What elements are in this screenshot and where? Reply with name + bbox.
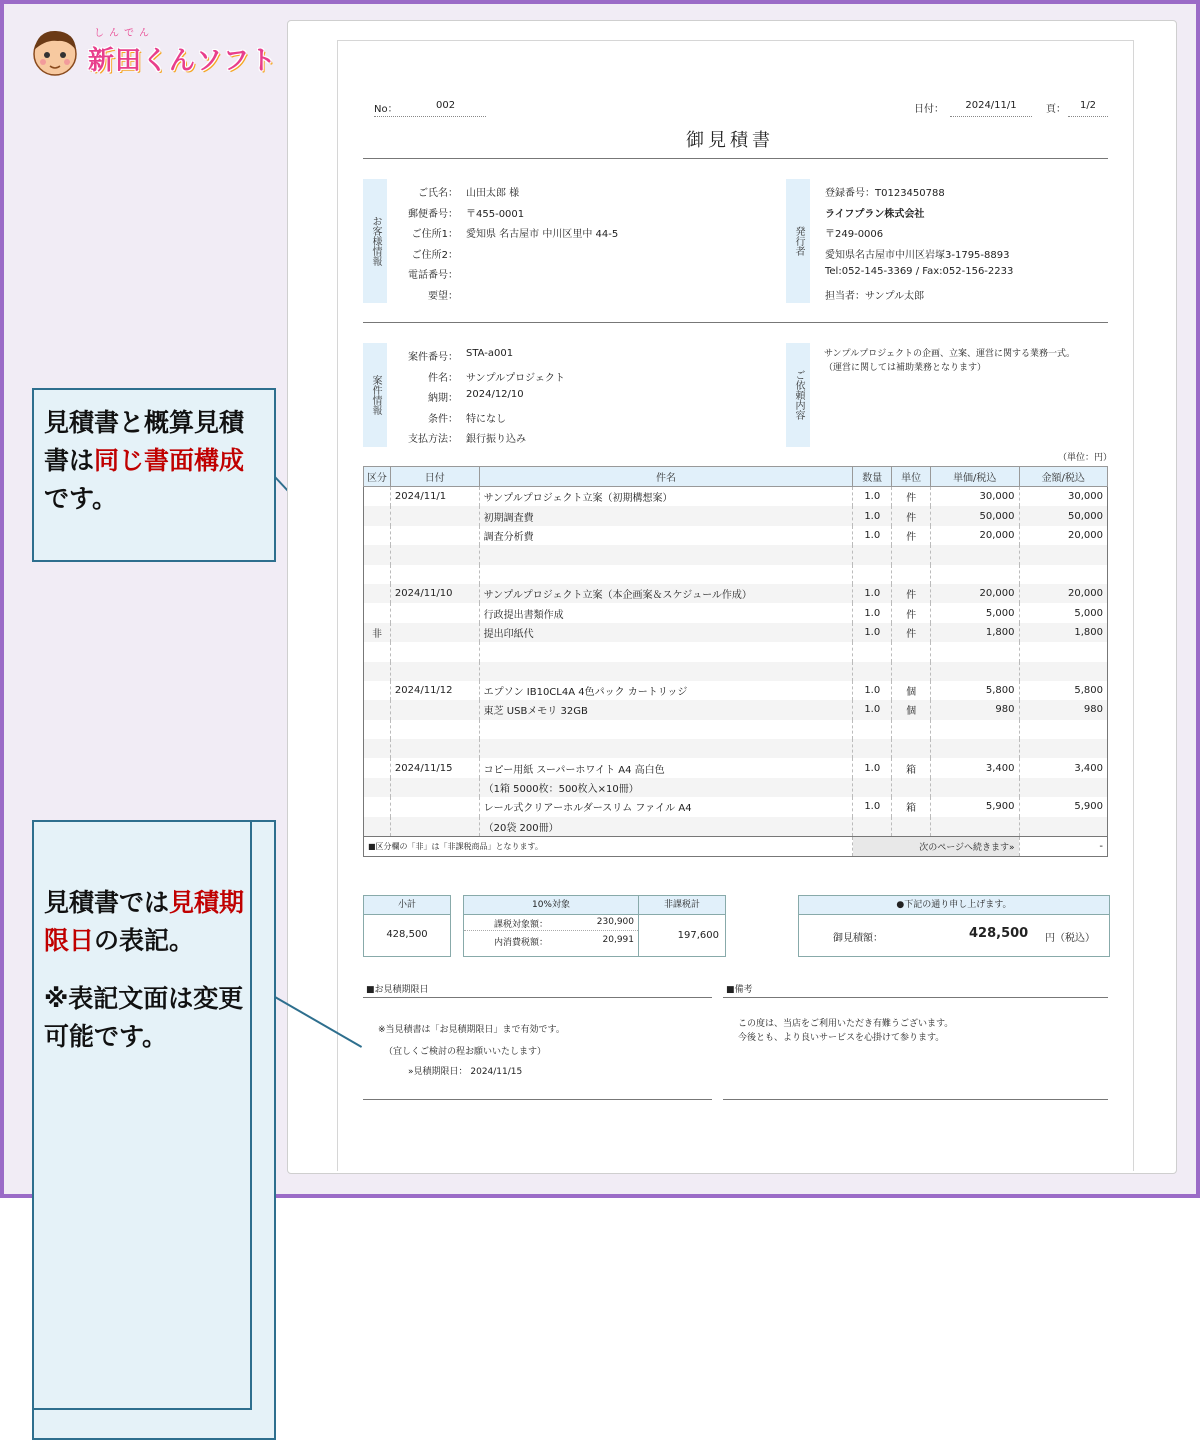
table-cell: [390, 817, 479, 837]
table-cell: 東芝 USBメモリ 32GB: [479, 700, 853, 719]
project-field-value: STA-a001: [466, 348, 514, 359]
table-cell: [1019, 565, 1107, 584]
table-cell: [853, 565, 892, 584]
table-cell: 2024/11/12: [390, 681, 479, 700]
subtotal-label: 小計: [364, 896, 450, 915]
table-cell: 件: [892, 487, 931, 507]
table-cell: [364, 758, 391, 777]
table-cell: [892, 642, 931, 661]
table-cell: [390, 623, 479, 642]
project-field-label: 納期：: [428, 393, 458, 404]
table-cell: [390, 642, 479, 661]
table-cell: [364, 700, 391, 719]
table-cell: [390, 797, 479, 816]
logo-brand: 新田くんソフト: [88, 46, 278, 76]
table-cell: [1019, 642, 1107, 661]
total-box: [798, 895, 1110, 957]
table-row: [364, 817, 1108, 837]
table-cell: 箱: [892, 758, 931, 777]
table-cell: 2024/11/15: [390, 758, 479, 777]
date-label: 日付：: [914, 104, 944, 115]
table-cell: 件: [892, 506, 931, 525]
table-cell: [390, 603, 479, 622]
table-cell: [479, 565, 853, 584]
table-cell: レール式クリアーホルダースリム ファイル A4: [479, 797, 853, 816]
table-cell: [853, 778, 892, 797]
table-cell: [892, 817, 931, 837]
customer-field-value: 愛知県 名古屋市 中川区里中 44-5: [466, 229, 619, 240]
no-value: 002: [436, 100, 456, 111]
no-field: [374, 100, 486, 117]
table-cell: 箱: [892, 797, 931, 816]
table-cell: 1.0: [853, 797, 892, 816]
table-cell: [892, 545, 931, 564]
nontax-value: 197,600: [677, 930, 719, 941]
table-cell: 50,000: [930, 506, 1019, 525]
table-cell: 1.0: [853, 758, 892, 777]
tax-amount-label: 内消費税額：: [494, 938, 549, 948]
issuer-label: 発行者: [786, 179, 810, 303]
project-field-label: 件名：: [428, 372, 458, 384]
request-line-1: サンプルプロジェクトの企画、立案、運営に関する業務一式。: [824, 349, 1076, 359]
total-unit: 円（税込）: [1045, 933, 1095, 944]
table-cell: [892, 778, 931, 797]
table-row: [364, 487, 1108, 507]
table-row: [364, 739, 1108, 758]
table-header-cell: 数量: [853, 467, 892, 487]
table-cell: [390, 739, 479, 758]
doc-title: 御見積書: [686, 130, 774, 151]
table-cell: [390, 545, 479, 564]
table-cell: 3,400: [930, 758, 1019, 777]
table-cell: [930, 545, 1019, 564]
table-cell: [853, 739, 892, 758]
table-row: [364, 797, 1108, 816]
table-header-cell: 日付: [390, 467, 479, 487]
table-cell: 提出印紙代: [479, 623, 853, 642]
table-cell: 非: [364, 623, 391, 642]
table-cell: [853, 642, 892, 661]
table-cell: 3,400: [1019, 758, 1107, 777]
remarks-line-2: 今後とも、より良いサービスを心掛けて参ります。: [738, 1033, 945, 1043]
customer-field-label: ご住所2：: [411, 249, 458, 261]
table-cell: [479, 642, 853, 661]
table-cell: 1,800: [930, 623, 1019, 642]
total-label: 御見積額：: [833, 933, 883, 944]
page-label: 頁：: [1046, 104, 1066, 115]
callout2-text-b: の表記。: [94, 926, 195, 955]
table-cell: [1019, 720, 1107, 739]
table-cell: [364, 487, 391, 507]
table-cell: 5,900: [1019, 797, 1107, 816]
expiry-line-1: ※当見積書は「お見積期限日」まで有効です。: [378, 1025, 565, 1035]
table-cell: [364, 797, 391, 816]
table-row: [364, 506, 1108, 525]
table-cell: 5,900: [930, 797, 1019, 816]
table-cell: 20,000: [1019, 526, 1107, 545]
boy-face-icon: [30, 26, 80, 78]
customer-field-value: 〒455-0001: [466, 208, 525, 220]
taxable-label: 課税対象額：: [494, 920, 549, 930]
table-cell: 1,800: [1019, 623, 1107, 642]
table-cell: [364, 545, 391, 564]
project-field-value: 2024/12/10: [466, 389, 524, 400]
table-header-cell: 金額/税込: [1019, 467, 1107, 487]
table-row: [364, 700, 1108, 719]
taxable-value: 230,900: [596, 917, 634, 927]
expiry-title-line: [363, 997, 712, 998]
customer-field-label: 要望：: [428, 290, 458, 302]
table-cell: サンプルプロジェクト立案（本企画案＆スケジュール作成）: [479, 584, 853, 603]
table-cell: [1019, 739, 1107, 758]
table-cell: 30,000: [1019, 487, 1107, 507]
table-cell: [364, 662, 391, 681]
table-cell: 件: [892, 603, 931, 622]
table-header-cell: 件名: [479, 467, 853, 487]
table-row: [364, 565, 1108, 584]
table-row: [364, 758, 1108, 777]
callout-same-layout: [32, 388, 276, 562]
logo: [30, 22, 280, 82]
customer-label: お客様情報: [363, 179, 387, 303]
table-cell: [364, 565, 391, 584]
page-value: 1/2: [1068, 100, 1108, 117]
table-cell: [364, 642, 391, 661]
table-row: [364, 603, 1108, 622]
remarks-bottom-line: [723, 1099, 1108, 1100]
remarks-title: ■備考: [726, 985, 753, 995]
table-cell: エプソン IB10CL4A 4色パック カートリッジ: [479, 681, 853, 700]
table-cell: [364, 739, 391, 758]
table-row: [364, 584, 1108, 603]
customer-field-label: ご氏名：: [418, 188, 458, 199]
table-cell: 5,800: [930, 681, 1019, 700]
expiry-title: ■お見積期限日: [366, 985, 429, 995]
issuer-line: Tel:052-145-3369 / Fax:052-156-2233: [825, 266, 1014, 277]
project-field-label: 条件：: [428, 413, 458, 425]
project-field-value: 特になし: [466, 413, 506, 425]
issuer-line: 〒249-0006: [825, 229, 884, 240]
table-cell: [479, 662, 853, 681]
table-row: [364, 662, 1108, 681]
table-cell: 5,000: [1019, 603, 1107, 622]
table-cell: 1.0: [853, 487, 892, 507]
issuer-line: 登録番号：T0123450788: [825, 188, 945, 199]
unit-note: （単位：円）: [1058, 453, 1113, 463]
callout2-text-a: 見積書では: [44, 888, 170, 917]
callout2-highlight: 見積期限日: [44, 888, 245, 955]
table-cell: 5,800: [1019, 681, 1107, 700]
table-cell: 980: [930, 700, 1019, 719]
callout2-text: [44, 884, 258, 1056]
table-cell: [930, 778, 1019, 797]
next-page-dash: -: [1019, 837, 1107, 857]
table-cell: [390, 662, 479, 681]
table-cell: [1019, 778, 1107, 797]
no-label: No：: [374, 104, 398, 115]
table-cell: [364, 817, 391, 837]
table-cell: 件: [892, 584, 931, 603]
table-cell: [364, 603, 391, 622]
table-cell: [364, 584, 391, 603]
issuer-line: ライフプラン株式会社: [825, 208, 925, 220]
table-row: [364, 623, 1108, 642]
date-value: 2024/11/1: [950, 100, 1032, 117]
table-cell: 20,000: [1019, 584, 1107, 603]
table-cell: 30,000: [930, 487, 1019, 507]
table-cell: [1019, 662, 1107, 681]
expiry-bottom-line: [363, 1099, 712, 1100]
table-cell: 個: [892, 681, 931, 700]
table-cell: 20,000: [930, 526, 1019, 545]
title-divider: [363, 158, 1108, 159]
table-cell: [1019, 545, 1107, 564]
logo-ruby: しんでん: [94, 28, 154, 39]
table-cell: 件: [892, 526, 931, 545]
table-cell: [930, 720, 1019, 739]
table-cell: [479, 739, 853, 758]
table-cell: [390, 700, 479, 719]
remarks-title-line: [723, 997, 1108, 998]
table-cell: [930, 817, 1019, 837]
table-cell: [853, 545, 892, 564]
info-divider: [363, 322, 1108, 323]
footer-note: ■区分欄の「非」は「非課税商品」となります。: [364, 837, 853, 857]
customer-field-label: 郵便番号：: [408, 208, 458, 220]
table-cell: [390, 526, 479, 545]
total-value: 428,500: [969, 926, 1029, 941]
table-cell: [364, 720, 391, 739]
table-cell: [892, 720, 931, 739]
table-cell: 20,000: [930, 584, 1019, 603]
table-cell: [1019, 817, 1107, 837]
table-cell: 1.0: [853, 623, 892, 642]
project-field-label: 案件番号：: [408, 352, 458, 363]
table-cell: 行政提出書類作成: [479, 603, 853, 622]
table-cell: [892, 565, 931, 584]
table-cell: 1.0: [853, 584, 892, 603]
project-field-value: 銀行振り込み: [466, 434, 526, 445]
table-cell: [390, 720, 479, 739]
table-cell: 個: [892, 700, 931, 719]
next-page-note: 次のページへ続きます»: [853, 837, 1019, 857]
table-cell: 初期調査費: [479, 506, 853, 525]
items-table: [363, 466, 1108, 857]
table-cell: [479, 720, 853, 739]
table-header-cell: 単位: [892, 467, 931, 487]
table-row: [364, 642, 1108, 661]
remarks-line-1: この度は、当店をご利用いただき有難うございます。: [738, 1019, 954, 1029]
table-cell: 5,000: [930, 603, 1019, 622]
table-cell: 件: [892, 623, 931, 642]
table-row: [364, 545, 1108, 564]
subtotal-box: [363, 895, 451, 957]
table-cell: [390, 565, 479, 584]
callout1-text-b: です。: [44, 484, 118, 513]
table-row: [364, 778, 1108, 797]
table-cell: [853, 720, 892, 739]
tax10-label: 10%対象: [464, 896, 639, 915]
table-cell: 2024/11/10: [390, 584, 479, 603]
project-field-value: サンプルプロジェクト: [466, 372, 565, 384]
table-cell: [930, 642, 1019, 661]
table-cell: [930, 565, 1019, 584]
project-field-label: 支払方法：: [408, 434, 458, 445]
callout1-text-a: 見積書と概算見積書は: [44, 408, 245, 475]
table-cell: [364, 526, 391, 545]
table-cell: 1.0: [853, 700, 892, 719]
table-header-cell: 区分: [364, 467, 391, 487]
table-cell: 980: [1019, 700, 1107, 719]
table-row: [364, 681, 1108, 700]
project-label: 案件情報: [363, 343, 387, 447]
customer-field-label: ご住所1：: [411, 229, 458, 240]
table-cell: 1.0: [853, 506, 892, 525]
subtotal-value: 428,500: [386, 929, 428, 940]
total-head: ●下記の通り申し上げます。: [799, 896, 1109, 915]
callout1-highlight: 同じ書面構成: [94, 446, 245, 475]
table-cell: [892, 662, 931, 681]
expiry-date: »見積期限日： 2024/11/15: [408, 1067, 523, 1077]
table-cell: [364, 778, 391, 797]
table-header: [364, 467, 1108, 487]
table-cell: （1箱 5000枚：500枚入×10冊）: [479, 778, 853, 797]
table-row: [364, 720, 1108, 739]
table-cell: [390, 506, 479, 525]
table-cell: サンプルプロジェクト立案（初期構想案）: [479, 487, 853, 507]
table-cell: コピー用紙 スーパーホワイト A4 高白色: [479, 758, 853, 777]
table-cell: （20袋 200冊）: [479, 817, 853, 837]
table-cell: [364, 681, 391, 700]
table-cell: 50,000: [1019, 506, 1107, 525]
table-cell: [892, 739, 931, 758]
issuer-line: 愛知県名古屋市中川区岩塚3-1795-8893: [825, 249, 1010, 261]
table-row: [364, 526, 1108, 545]
table-cell: [479, 545, 853, 564]
table-cell: 1.0: [853, 603, 892, 622]
tax-box: [463, 895, 726, 957]
callout2-note: ※表記文面は変更可能です。: [44, 984, 244, 1051]
table-header-cell: 単価/税込: [930, 467, 1019, 487]
table-footer: [364, 837, 1108, 857]
table-cell: [364, 506, 391, 525]
customer-field-label: 電話番号：: [408, 270, 458, 281]
table-cell: 調査分析費: [479, 526, 853, 545]
tax-amount-value: 20,991: [602, 935, 634, 945]
customer-field-value: 山田太郎 様: [466, 188, 520, 199]
table-cell: 1.0: [853, 681, 892, 700]
request-label: ご依頼内容: [786, 343, 810, 447]
nontax-label: 非課税計: [639, 896, 725, 915]
table-cell: [930, 662, 1019, 681]
table-cell: 2024/11/1: [390, 487, 479, 507]
expiry-line-2: （宜しくご検討の程お願いいたします）: [384, 1047, 547, 1057]
table-cell: [853, 817, 892, 837]
table-cell: 1.0: [853, 526, 892, 545]
table-cell: [390, 778, 479, 797]
request-line-2: （運営に関しては補助業務となります）: [824, 363, 987, 373]
table-cell: [853, 662, 892, 681]
table-cell: [930, 739, 1019, 758]
issuer-line: 担当者：サンプル太郎: [825, 290, 925, 302]
